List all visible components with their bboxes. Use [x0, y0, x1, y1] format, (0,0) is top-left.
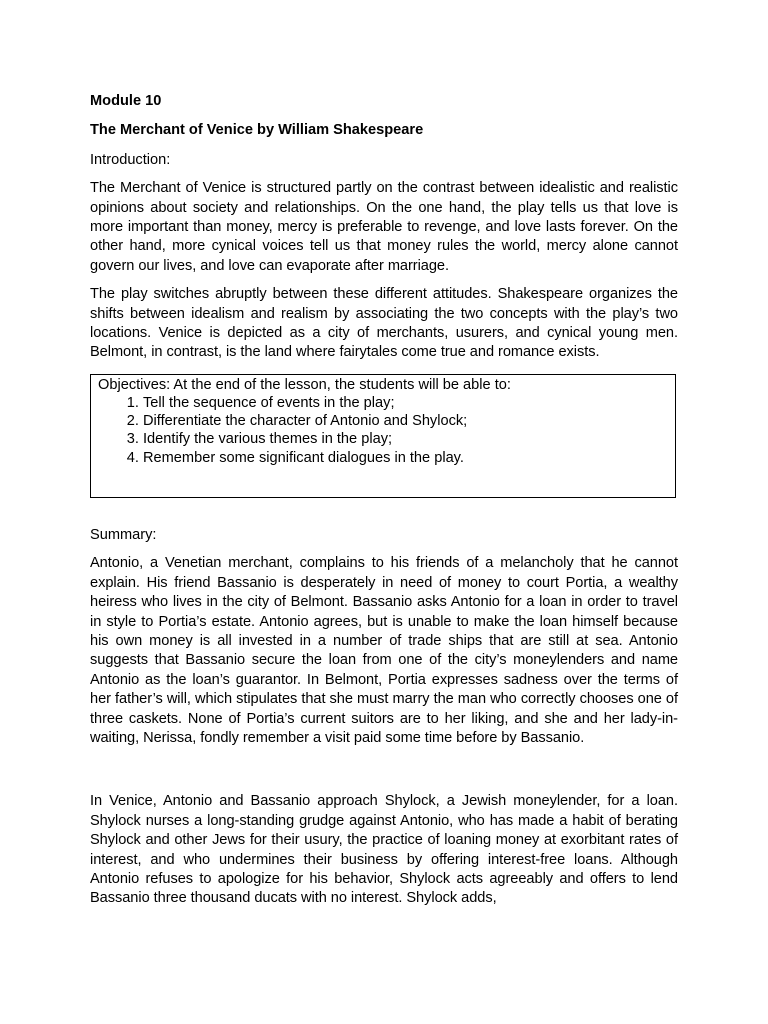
document-title: The Merchant of Venice by William Shakespeare — [90, 122, 424, 139]
objective-item: 1. Tell the sequence of events in the play; — [143, 394, 669, 412]
paragraph-spacer — [90, 757, 678, 792]
objectives-box — [90, 374, 676, 498]
objectives-list — [98, 394, 669, 467]
objective-item: 4. Remember some significant dialogues in the play. — [143, 449, 669, 467]
objective-item: 2. Differentiate the character of Antonio and Shylock; — [143, 412, 669, 430]
summary-paragraph: Antonio, a Venetian merchant, complains to his friends of a melancholy that he cannot explain. His friend Bassanio is desperately in need of money to court Portia, a wealthy heiress who lives in the city of Belmont. Bassanio asks Antonio for a loan in order to travel in style to Portia’s estate. Antonio agrees, but is unable to make the loan himself because his own money is all invested in a number of trade ships that are still at sea. Antonio suggests that Bassanio secure the loan from one of the city’s moneylenders and name Antonio as the loan’s guarantor. In Belmont, Portia expresses sadness over the terms of her father’s will, which stipulates that she must marry the man who correctly chooses one of three caskets. None of Portia’s current suitors are to her liking, and she and her lady-in-waiting, Nerissa, fondly remember a visit paid some time before by Bassanio. — [90, 555, 678, 746]
document-page — [90, 92, 678, 918]
module-heading: Module 10 — [90, 93, 162, 109]
summary-label: Summary: — [90, 526, 157, 543]
summary-paragraph: In Venice, Antonio and Bassanio approach Shylock, a Jewish moneylender, for a loan. Shylock nurses a long-standing grudge against Antonio, who has made a habit of berating Shylock and other Jews for their usury, the practice of loaning money at exorbitant rates of interest, and who undermines their business by offering interest-free loans. Although Antonio refuses to apologize for his behavior, Shylock acts agreeably and offers to lend Bassanio three thousand ducats with no interest. Shylock adds, — [90, 793, 678, 907]
intro-paragraph: The Merchant of Venice is structured partly on the contrast between idealistic and realistic opinions about society and relationships. On the one hand, the play tells us that love is more important than money, mercy is preferable to revenge, and love lasts forever. On the other hand, more cynical voices tell us that money rules the world, mercy alone cannot govern our lives, and love can evaporate after marriage. — [90, 180, 678, 274]
introduction-label: Introduction: — [90, 151, 171, 168]
intro-paragraph: The play switches abruptly between these different attitudes. Shakespeare organizes the shifts between idealism and realism by associating the two concepts with the play’s two locations. Venice is depicted as a city of merchants, usurers, and cynical young men. Belmont, in contrast, is the land where fairytales come true and romance exists. — [90, 286, 678, 361]
objective-item: 3. Identify the various themes in the play; — [143, 430, 669, 448]
objectives-heading: Objectives: At the end of the lesson, the students will be able to: — [98, 376, 511, 393]
